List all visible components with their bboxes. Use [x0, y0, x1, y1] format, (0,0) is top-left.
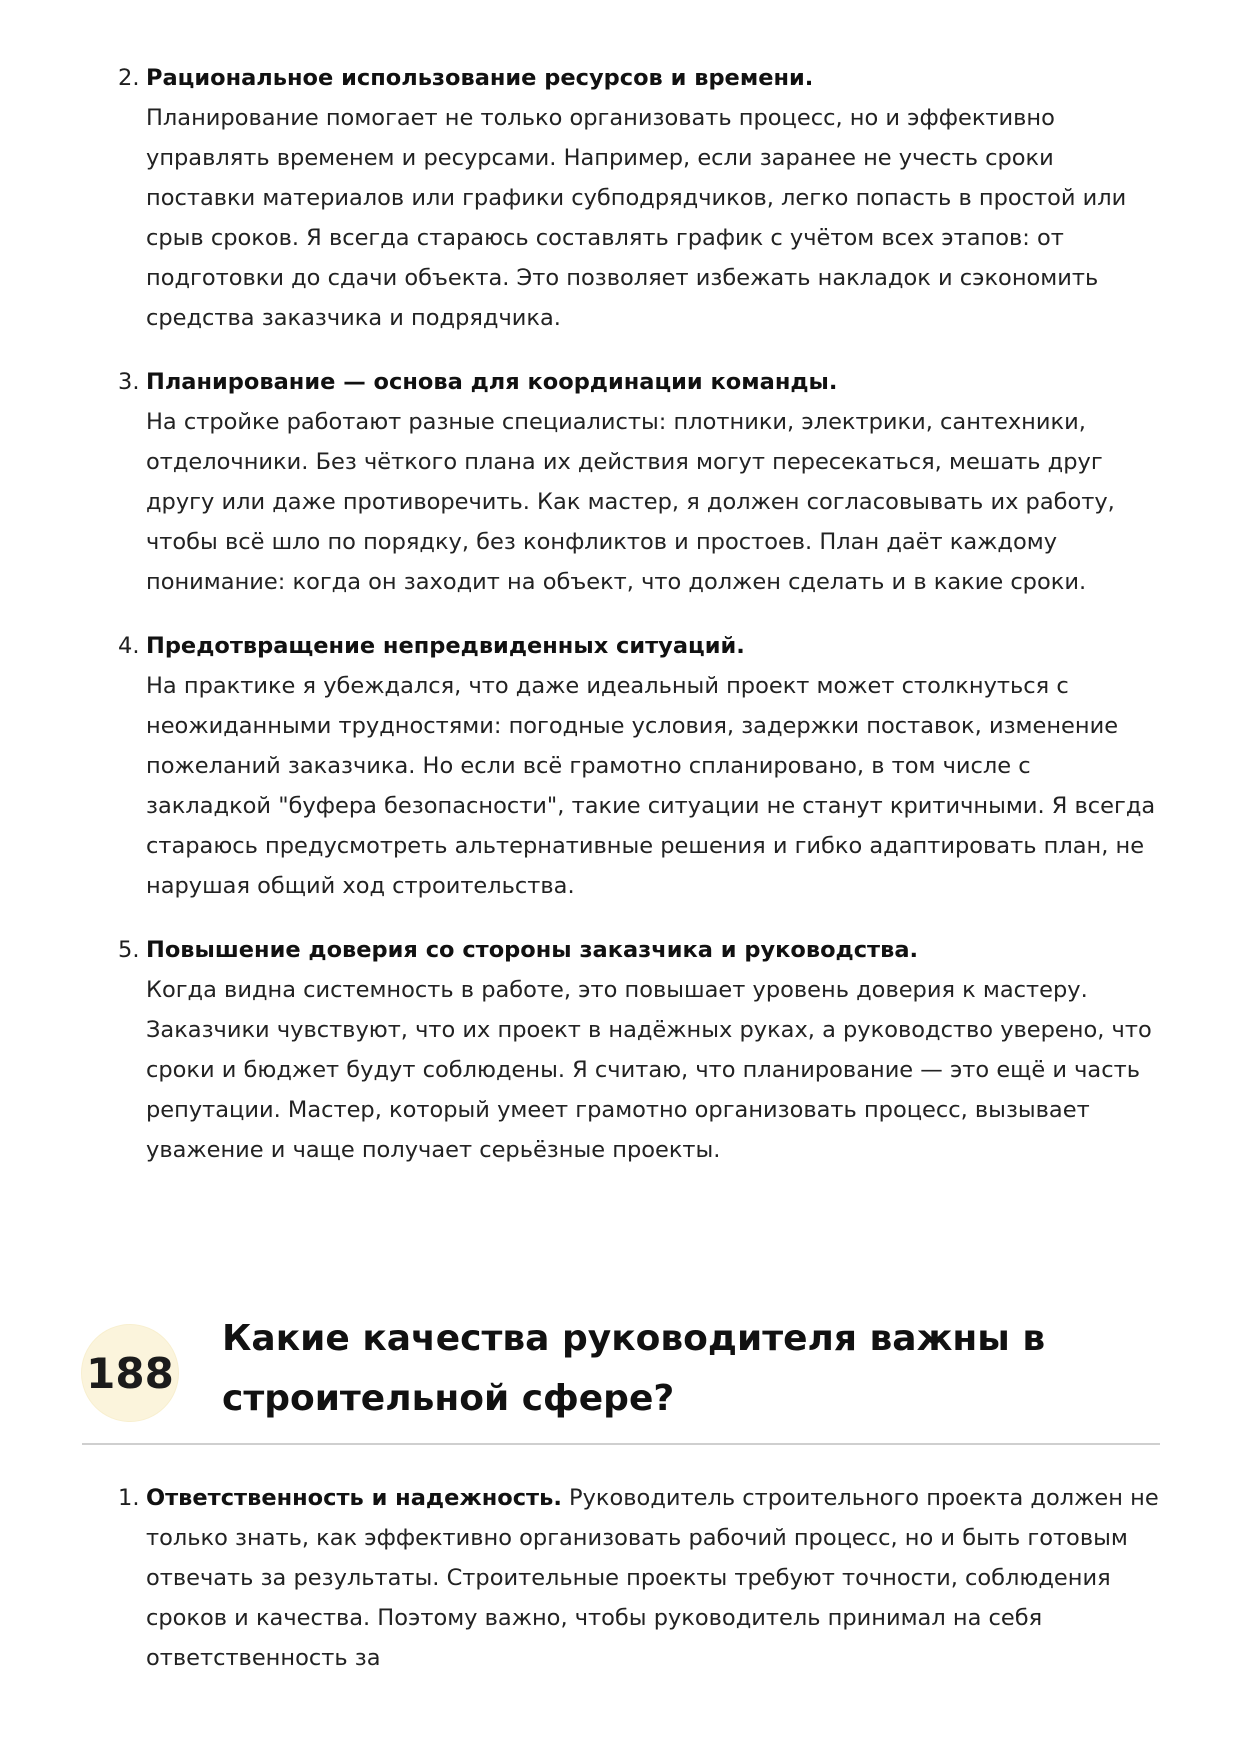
- question-header: [82, 1305, 1160, 1445]
- list-item: [100, 58, 1160, 338]
- question-number-badge: 188: [82, 1325, 178, 1421]
- question-title: Какие качества руководителя важны в строительной сфере?: [222, 1318, 1046, 1419]
- list-item-text: На стройке работают разные специалисты: плотники, электрики, сантехники, отделочники. Без чёткого плана их действия могут пересекаться, мешать друг другу или даже противоречить. Как мастер, я должен согласовывать их работу, чтобы всё шло по порядку, без конфликтов и простоев. План даёт каждому понимание: когда он заходит на объект, что должен сделать и в какие сроки.: [146, 409, 1115, 595]
- list-item-text: На практике я убеждался, что даже идеальный проект может столкнуться с неожиданными трудностями: погодные условия, задержки поставок, изменение пожеланий заказчика. Но если всё грамотно спланировано, в том числе с закладкой "буфера безопасности", такие ситуации не станут критичными. Я всегда стараюсь предусмотреть альтернативные решения и гибко адаптировать план, не нарушая общий ход строительства.: [146, 673, 1156, 899]
- list-item-title: Планирование — основа для координации команды.: [146, 369, 838, 395]
- list-item-title: Ответственность и надежность.: [146, 1485, 562, 1511]
- answer-list-current: [100, 1478, 1160, 1702]
- list-item-number: 4.: [118, 633, 140, 659]
- list-item-number: 2.: [118, 65, 140, 91]
- list-item-number: 5.: [118, 937, 140, 963]
- list-item: [100, 362, 1160, 602]
- list-item-title: Предотвращение непредвиденных ситуаций.: [146, 633, 745, 659]
- list-item-number: 3.: [118, 369, 140, 395]
- list-item-number: 1.: [118, 1485, 140, 1511]
- list-item-text: Планирование помогает не только организовать процесс, но и эффективно управлять временем и ресурсами. Например, если заранее не учесть сроки поставки материалов или графики субподрядчиков, легко попасть в простой или срыв сроков. Я всегда стараюсь составлять график с учётом всех этапов: от подготовки до сдачи объекта. Это позволяет избежать накладок и сэкономить средства заказчика и подрядчика.: [146, 105, 1127, 331]
- header-divider: [82, 1443, 1160, 1445]
- list-item: [100, 626, 1160, 906]
- answer-list-previous: [100, 58, 1160, 1194]
- list-item-text: Руководитель строительного проекта должен не только знать, как эффективно организовать рабочий процесс, но и быть готовым отвечать за результаты. Строительные проекты требуют точности, соблюдения сроков и качества. Поэтому важно, чтобы руководитель принимал на себя ответственность за: [146, 1485, 1159, 1671]
- list-item-title: Повышение доверия со стороны заказчика и руководства.: [146, 937, 919, 963]
- list-item-text: Когда видна системность в работе, это повышает уровень доверия к мастеру. Заказчики чувствуют, что их проект в надёжных руках, а руководство уверено, что сроки и бюджет будут соблюдены. Я считаю, что планирование — это ещё и часть репутации. Мастер, который умеет грамотно организовать процесс, вызывает уважение и чаще получает серьёзные проекты.: [146, 977, 1152, 1163]
- list-item-title: Рациональное использование ресурсов и времени.: [146, 65, 814, 91]
- list-item: [100, 930, 1160, 1170]
- list-item: [100, 1478, 1160, 1678]
